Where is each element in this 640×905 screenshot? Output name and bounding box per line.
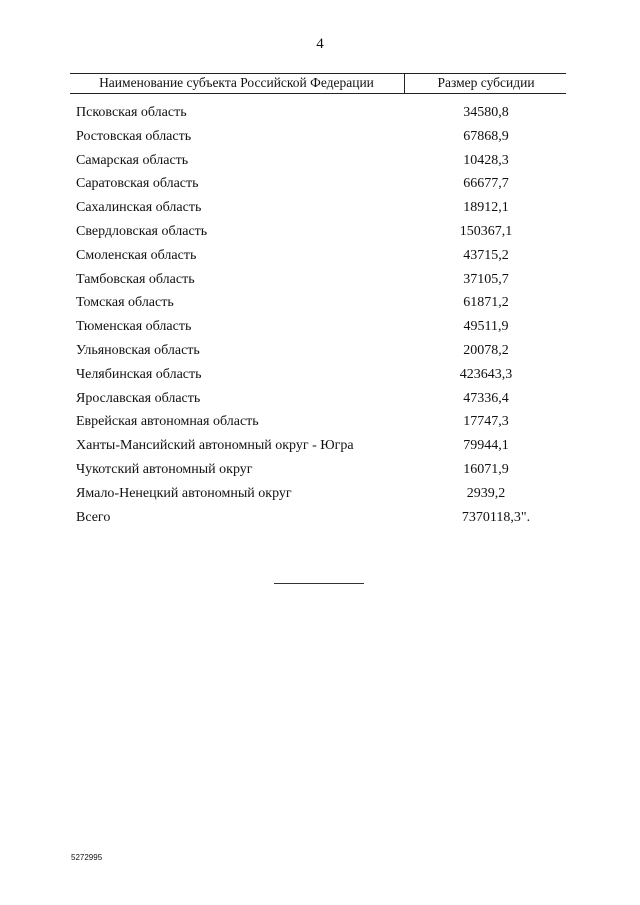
- region-name: Челябинская область: [76, 366, 202, 382]
- region-name: Чукотский автономный округ: [76, 461, 253, 477]
- subsidy-value: 20078,2: [463, 342, 509, 358]
- subsidy-value: 34580,8: [463, 105, 509, 120]
- region-name: Самарская область: [76, 152, 189, 168]
- subsidy-value: 2939,2: [466, 485, 506, 501]
- total-value: 7370118,3".: [461, 509, 531, 525]
- table-row: [70, 153, 566, 177]
- subsidy-value: 66677,7: [463, 176, 509, 192]
- table-row: [70, 224, 566, 248]
- table-row: [70, 200, 566, 224]
- subsidy-table: [70, 73, 566, 525]
- region-name: Томская область: [76, 295, 174, 311]
- table-row: [70, 105, 566, 129]
- table-row: [70, 391, 566, 415]
- header-subsidy-amount: Размер субсидии: [437, 75, 535, 90]
- region-name: Ульяновская область: [76, 342, 200, 358]
- table-row: [70, 129, 566, 153]
- total-row: [70, 510, 566, 534]
- table-row: [70, 414, 566, 438]
- subsidy-value: 79944,1: [463, 438, 509, 454]
- subsidy-value: 67868,9: [463, 128, 509, 144]
- subsidy-value: 47336,4: [463, 390, 509, 406]
- header-divider: [404, 74, 405, 93]
- region-name: Ярославская область: [76, 390, 201, 406]
- end-divider: [274, 583, 364, 584]
- region-name: Ханты-Мансийский автономный округ - Югра: [76, 438, 354, 454]
- table-row: [70, 295, 566, 319]
- page-number: 4: [316, 36, 324, 52]
- subsidy-value: 423643,3: [459, 366, 513, 382]
- subsidy-value: 43715,2: [463, 247, 509, 263]
- table-row: [70, 486, 566, 510]
- region-name: Свердловская область: [76, 223, 208, 239]
- table-row: [70, 367, 566, 391]
- table-row: [70, 343, 566, 367]
- subsidy-value: 17747,3: [463, 414, 509, 430]
- region-name: Еврейская автономная область: [76, 414, 259, 430]
- subsidy-value: 18912,1: [463, 200, 509, 216]
- subsidy-value: 10428,3: [463, 152, 509, 168]
- region-name: Ростовская область: [76, 128, 192, 144]
- region-name: Сахалинская область: [76, 200, 202, 216]
- region-name: Псковская область: [76, 105, 187, 120]
- table-row: [70, 272, 566, 296]
- subsidy-value: 61871,2: [463, 295, 509, 311]
- header-region-name: Наименование субъекта Российской Федерации: [99, 75, 374, 90]
- table-row: [70, 176, 566, 200]
- region-name: Саратовская область: [76, 176, 199, 192]
- region-name: Смоленская область: [76, 247, 197, 263]
- table-row: [70, 438, 566, 462]
- table-row: [70, 319, 566, 343]
- table-body: [70, 105, 566, 533]
- region-name: Тамбовская область: [76, 271, 195, 287]
- table-row: [70, 462, 566, 486]
- subsidy-value: 150367,1: [459, 223, 513, 239]
- total-label: Всего: [76, 509, 111, 525]
- table-row: [70, 248, 566, 272]
- document-code: 5272995: [71, 853, 103, 862]
- table-header: [70, 73, 566, 94]
- subsidy-value: 16071,9: [463, 461, 509, 477]
- region-name: Тюменская область: [76, 319, 192, 335]
- region-name: Ямало-Ненецкий автономный округ: [76, 485, 292, 501]
- subsidy-value: 37105,7: [463, 271, 509, 287]
- subsidy-value: 49511,9: [463, 319, 509, 335]
